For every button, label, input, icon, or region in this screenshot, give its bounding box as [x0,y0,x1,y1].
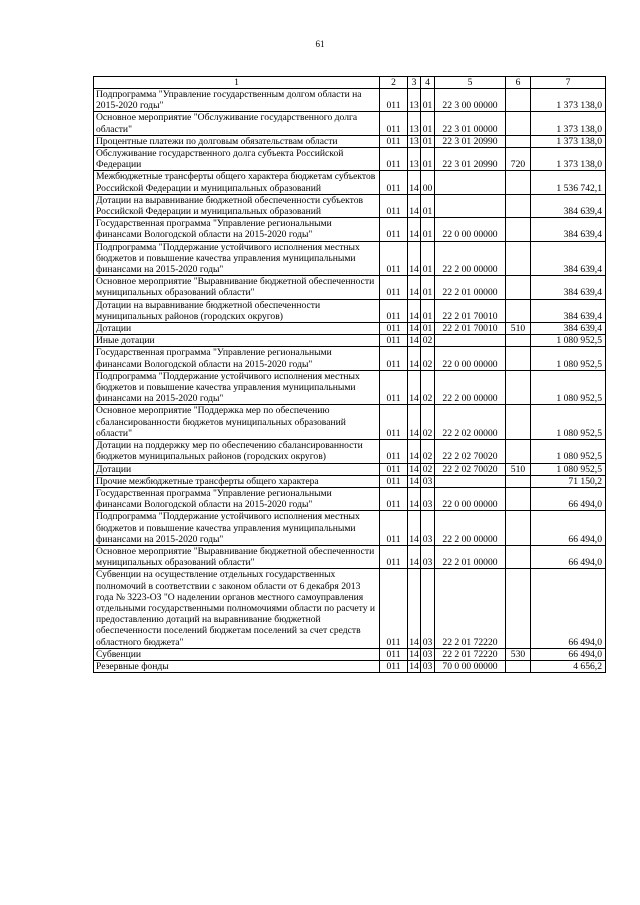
row-name: Резервные фонды [94,660,380,672]
row-csr: 22 3 01 00000 [435,112,506,135]
row-sum: 1 373 138,0 [531,135,606,147]
row-name: Дотации [94,323,380,335]
row-csr: 22 2 02 70020 [435,440,506,463]
row-grbs: 011 [380,241,408,276]
row-name: Основное мероприятие "Поддержка мер по обеспечению сбалансированности бюджетов муниципальных образований области" [94,405,380,440]
row-pr: 03 [421,487,435,510]
row-rz: 14 [408,347,421,370]
row-csr: 22 2 01 72220 [435,569,506,648]
header-cell: 5 [435,77,506,89]
header-cell: 2 [380,77,408,89]
table-row [94,405,606,440]
row-sum: 384 639,4 [531,194,606,217]
row-vr [506,89,531,112]
row-name: Субвенции [94,648,380,660]
row-csr [435,171,506,194]
row-vr [506,487,531,510]
row-pr: 01 [421,194,435,217]
row-csr: 22 0 00 00000 [435,218,506,241]
row-grbs: 011 [380,405,408,440]
row-csr: 22 2 02 70020 [435,463,506,475]
row-rz: 14 [408,276,421,299]
table-row [94,660,606,672]
row-name: Государственная программа "Управление региональными финансами Вологодской области на 2015-2020 годы" [94,218,380,241]
row-pr: 03 [421,545,435,568]
row-rz: 14 [408,440,421,463]
row-grbs: 011 [380,511,408,546]
row-pr: 03 [421,475,435,487]
table-row [94,276,606,299]
row-vr [506,276,531,299]
row-csr: 22 3 00 00000 [435,89,506,112]
budget-table [93,76,606,673]
row-grbs: 011 [380,112,408,135]
row-rz: 13 [408,112,421,135]
row-csr: 22 0 00 00000 [435,347,506,370]
table-row [94,487,606,510]
row-rz: 14 [408,487,421,510]
table-row [94,335,606,347]
table-row [94,89,606,112]
row-vr [506,511,531,546]
row-csr: 22 2 02 00000 [435,405,506,440]
row-grbs: 011 [380,89,408,112]
table-row [94,241,606,276]
row-sum: 1 373 138,0 [531,148,606,171]
table-row [94,148,606,171]
row-vr [506,171,531,194]
row-vr [506,475,531,487]
row-sum: 66 494,0 [531,648,606,660]
row-pr: 01 [421,323,435,335]
row-grbs: 011 [380,135,408,147]
row-pr: 02 [421,370,435,405]
row-pr: 01 [421,135,435,147]
row-vr [506,569,531,648]
row-sum: 384 639,4 [531,218,606,241]
row-sum: 1 080 952,5 [531,335,606,347]
row-sum: 66 494,0 [531,487,606,510]
row-pr: 03 [421,511,435,546]
row-csr [435,335,506,347]
row-vr [506,112,531,135]
row-pr: 01 [421,148,435,171]
row-vr [506,347,531,370]
row-rz: 13 [408,89,421,112]
header-row [94,77,606,89]
row-vr: 510 [506,463,531,475]
row-name: Основное мероприятие "Обслуживание государственного долга области" [94,112,380,135]
row-sum: 1 373 138,0 [531,112,606,135]
row-name: Субвенции на осуществление отдельных государственных полномочий в соответствии с законом области от 6 декабря 2013 года № 3223-ОЗ "О наделении органов местного самоуправления отдельными государственными полномочиями области по расчету и предоставлению дотаций на выравнивание бюджетной обеспеченности поселений бюджетам поселений за счет средств областного бюджета" [94,569,380,648]
row-name: Дотации [94,463,380,475]
row-sum: 66 494,0 [531,545,606,568]
row-vr [506,370,531,405]
row-sum: 384 639,4 [531,299,606,322]
row-vr [506,440,531,463]
row-grbs: 011 [380,475,408,487]
row-sum: 66 494,0 [531,569,606,648]
row-grbs: 011 [380,440,408,463]
header-cell: 1 [94,77,380,89]
row-grbs: 011 [380,194,408,217]
row-sum: 66 494,0 [531,511,606,546]
row-pr: 01 [421,89,435,112]
row-name: Подпрограмма "Поддержание устойчивого исполнения местных бюджетов и повышение качества управления муниципальными финансами на 2015-2020 годы" [94,511,380,546]
row-name: Обслуживание государственного долга субъекта Российской Федерации [94,148,380,171]
row-vr [506,405,531,440]
row-pr: 02 [421,335,435,347]
row-vr: 720 [506,148,531,171]
row-pr: 03 [421,648,435,660]
row-vr [506,660,531,672]
row-csr: 22 2 00 00000 [435,511,506,546]
row-vr [506,335,531,347]
row-rz: 14 [408,194,421,217]
table-row [94,545,606,568]
row-name: Государственная программа "Управление региональными финансами Вологодской области на 2015-2020 годы" [94,347,380,370]
row-grbs: 011 [380,171,408,194]
row-pr: 01 [421,241,435,276]
row-csr [435,475,506,487]
row-name: Подпрограмма "Управление государственным долгом области на 2015-2020 годы" [94,89,380,112]
table-row [94,370,606,405]
row-grbs: 011 [380,545,408,568]
row-name: Государственная программа "Управление региональными финансами Вологодской области на 2015-2020 годы" [94,487,380,510]
row-vr [506,135,531,147]
row-rz: 13 [409,135,419,147]
row-pr: 03 [421,569,435,648]
row-grbs: 011 [380,487,408,510]
row-sum: 1 080 952,5 [531,440,606,463]
row-rz: 14 [408,241,421,276]
row-grbs: 011 [380,370,408,405]
row-rz: 14 [408,171,421,194]
row-name: Подпрограмма "Поддержание устойчивого исполнения местных бюджетов и повышение качества управления муниципальными финансами на 2015-2020 годы" [94,241,380,276]
row-name: Иные дотации [94,335,380,347]
row-csr: 22 3 01 20990 [435,148,506,171]
row-csr: 70 0 00 00000 [435,660,506,672]
row-grbs: 011 [380,335,408,347]
row-name: Процентные платежи по долговым обязательствам области [94,135,380,147]
row-sum: 1 080 952,5 [531,463,606,475]
table-row [94,475,606,487]
row-rz: 14 [409,475,419,487]
row-name: Дотации на выравнивание бюджетной обеспеченности субъектов Российской Федерации и муниципальных образований [94,194,380,217]
row-grbs: 011 [380,218,408,241]
row-sum: 384 639,4 [531,241,606,276]
row-rz: 14 [409,463,419,475]
row-name: Дотации на выравнивание бюджетной обеспеченности муниципальных районов (городских округов) [94,299,380,322]
table-row [94,171,606,194]
row-rz: 14 [409,323,419,335]
row-pr: 00 [421,171,435,194]
row-vr [506,545,531,568]
row-csr: 22 2 00 00000 [435,241,506,276]
row-vr: 530 [506,648,531,660]
row-csr: 22 0 00 00000 [435,487,506,510]
row-pr: 02 [421,347,435,370]
table-row [94,299,606,322]
row-sum: 1 536 742,1 [531,171,606,194]
row-rz: 14 [408,218,421,241]
table-row [94,347,606,370]
row-sum: 4 656,2 [531,660,606,672]
row-grbs: 011 [380,323,408,335]
row-vr [506,241,531,276]
row-grbs: 011 [380,299,408,322]
row-grbs: 011 [380,660,408,672]
row-pr: 01 [421,218,435,241]
row-pr: 02 [421,405,435,440]
header-cell: 7 [531,77,606,89]
table-row [94,511,606,546]
table-row [94,112,606,135]
row-csr: 22 2 01 70010 [435,323,506,335]
row-rz: 14 [408,370,421,405]
row-csr: 22 2 01 00000 [435,545,506,568]
row-grbs: 011 [380,648,408,660]
row-csr: 22 2 01 72220 [435,648,506,660]
row-name: Основное мероприятие "Выравнивание бюджетной обеспеченности муниципальных образований области" [94,276,380,299]
row-rz: 13 [408,148,421,171]
row-name: Подпрограмма "Поддержание устойчивого исполнения местных бюджетов и повышение качества управления муниципальными финансами на 2015-2020 годы" [94,370,380,405]
row-vr [506,299,531,322]
row-grbs: 011 [380,463,408,475]
table-row [94,218,606,241]
row-csr: 22 2 00 00000 [435,370,506,405]
header-cell: 6 [506,77,531,89]
row-csr: 22 2 01 70010 [435,299,506,322]
row-rz: 14 [409,335,419,347]
header-cell: 4 [421,77,435,89]
table-row [94,569,606,648]
row-rz: 14 [408,545,421,568]
row-grbs: 011 [380,569,408,648]
row-rz: 14 [408,569,421,648]
row-grbs: 011 [380,276,408,299]
row-rz: 14 [409,660,419,672]
row-pr: 02 [421,440,435,463]
row-sum: 1 373 138,0 [531,89,606,112]
row-pr: 02 [421,463,435,475]
row-rz: 14 [408,299,421,322]
row-sum: 384 639,4 [531,323,606,335]
row-vr: 510 [506,323,531,335]
row-rz: 14 [409,648,419,660]
row-rz: 14 [408,405,421,440]
row-sum: 1 080 952,5 [531,347,606,370]
row-name: Межбюджетные трансферты общего характера бюджетам субъектов Российской Федерации и муниципальных образований [94,171,380,194]
row-rz: 14 [408,511,421,546]
row-pr: 01 [421,276,435,299]
row-csr [435,194,506,217]
row-pr: 01 [421,112,435,135]
row-sum: 1 080 952,5 [531,370,606,405]
table-row [94,194,606,217]
table-row [94,440,606,463]
row-vr [506,194,531,217]
row-grbs: 011 [380,148,408,171]
header-cell: 3 [408,77,421,89]
row-name: Основное мероприятие "Выравнивание бюджетной обеспеченности муниципальных образований области" [94,545,380,568]
row-pr: 01 [421,299,435,322]
row-name: Прочие межбюджетные трансферты общего характера [94,475,380,487]
table-row [94,135,606,147]
row-sum: 384 639,4 [531,276,606,299]
row-vr [506,218,531,241]
row-csr: 22 3 01 20990 [435,135,506,147]
table-row [94,463,606,475]
table-row [94,648,606,660]
row-sum: 1 080 952,5 [531,405,606,440]
row-csr: 22 2 01 00000 [435,276,506,299]
row-sum: 71 150,2 [531,475,606,487]
row-grbs: 011 [380,347,408,370]
page-number: 61 [315,39,325,49]
table-row [94,323,606,335]
row-name: Дотации на поддержку мер по обеспечению сбалансированности бюджетов муниципальных районов (городских округов) [94,440,380,463]
row-pr: 03 [421,660,435,672]
